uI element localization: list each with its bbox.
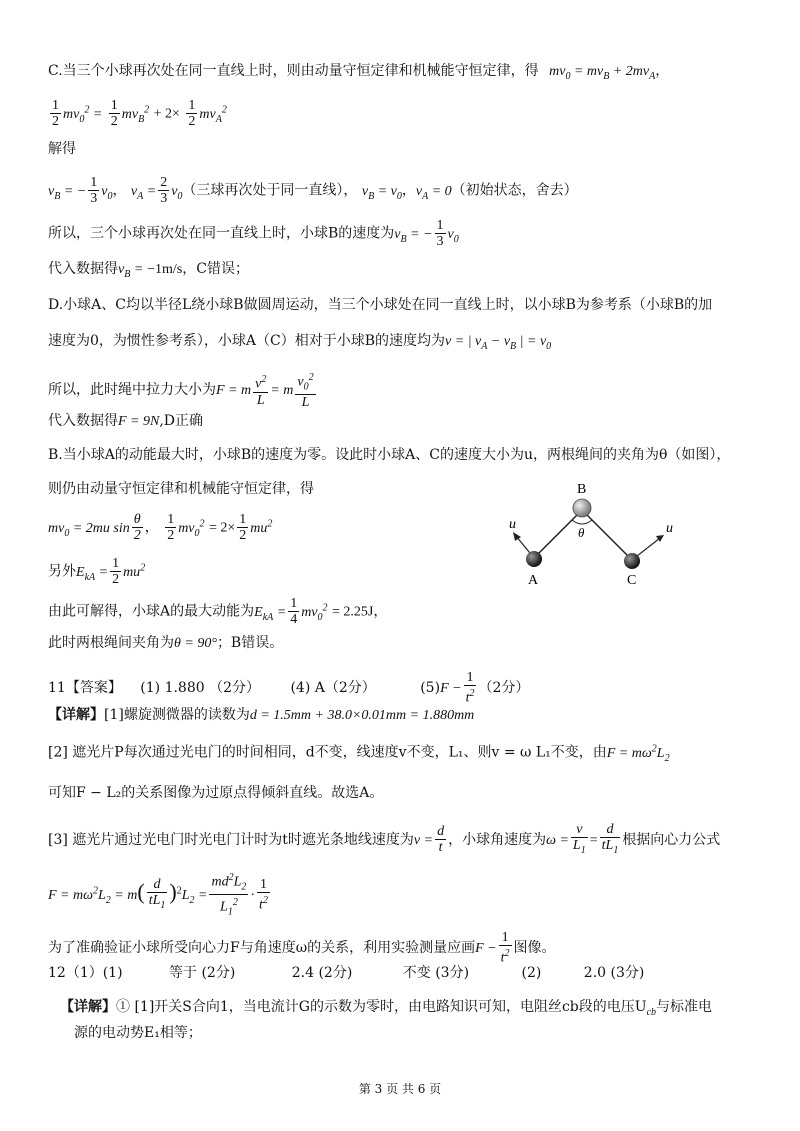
q11-detail-1: 【详解】[1]螺旋测微器的读数为d = 1.5mm + 38.0×0.01mm = 1.880mm	[48, 707, 475, 723]
ball-b	[573, 499, 591, 517]
label-c: C	[627, 573, 637, 588]
angle-arc	[572, 520, 592, 524]
q12-detail-2: 源的电动势E₁相等；	[74, 1025, 202, 1041]
ball-a	[526, 551, 542, 567]
d-tension: 所以，此时绳中拉力大小为F = m $\frac{v^2}{L}$ = m $\frac{v_0^2}{L}$	[48, 372, 314, 411]
three-ball-diagram	[498, 480, 698, 590]
c-intro-line: C.当三个小球再次处在同一直线上时，则由动量守恒定律和机械能守恒定律，得 $mv_0 = mv_B + 2mv_A$，	[48, 63, 670, 82]
d-verdict: 代入数据得F = 9N,D正确	[48, 413, 204, 429]
q11-detail-3b: 为了准确验证小球所受向心力F与角速度ω的关系，利用实验测量应画F − $\frac{1}{t^2}$ 图像。	[48, 930, 556, 966]
label-a: A	[528, 573, 539, 588]
q11-force-eq: $F = m\omega^2L_2 = m$( $\frac{d}{tL_1}$ )$^2L_2$ = $\frac{md^2L_2}{L_1^2}$ · $\frac{1}{t^2}$	[48, 872, 268, 918]
d-line1: D.小球A、C均以半径L绕小球B做圆周运动，当三个小球处在同一直线上时，以小球B为参考系（小球B的加	[48, 297, 713, 313]
label-u-left: u	[509, 517, 516, 532]
b-equations: $mv_0 = 2mu$ sin $\frac{\theta}{2}$ ， $\frac{1}{2}$ $mv_0^2 = 2\times$ $\frac{1}{2}$ $mu^2$	[48, 512, 273, 543]
label-theta: θ	[578, 525, 585, 540]
q11-detail-3: [3] 遮光片通过光电门时光电门计时为t时遮光条地线速度为v = $\frac{d}{t}$ ，小球角速度为ω = $\frac{v}{L_1}$ = $\frac{d}{tL_1}$ 根据向心力公式	[48, 822, 721, 856]
b-line2: 则仍由动量守恒定律和机械能守恒定律，得	[48, 481, 314, 497]
b-other: 另外$E_{kA}$ = $\frac{1}{2}$ $mu^2$	[48, 556, 146, 587]
d-line2: 速度为0，为惯性参考系），小球A（C）相对于小球B的速度均为v = | $v_A - v_B$ | = $v_0$	[48, 333, 552, 352]
q11-detail-2b: 可知F − L₂的关系图像为过原点得倾斜直线。故选A。	[48, 785, 384, 801]
c-result: 所以，三个小球再次处在同一直线上时，小球B的速度为$v_B$ = − $\frac{1}{3}$ $v_0$	[48, 218, 459, 249]
c-energy-eq: $\frac{1}{2}$ $mv_0^2$ = $\frac{1}{2}$ $mv_B^2 + 2\times$ $\frac{1}{2}$ $mv_A^2$	[52, 98, 227, 129]
c-solution: $v_B$ = − $\frac{1}{3}$ $v_0$， $v_A$ = $\frac{2}{3}$ $v_0$（三球再次处于同一直线）， $v_B = v_0$，$v_A = 0$（初始状态，舍去）	[48, 175, 578, 206]
b-line1: B.当小球A的动能最大时，小球B的速度为零。设此时小球A、C的速度大小为u，两根绳间的夹角为θ（如图），	[48, 447, 731, 463]
page-footer: 第 3 页 共 6 页	[358, 1082, 442, 1096]
c-verdict: 代入数据得$v_B = -1m/s$，C错误；	[48, 261, 249, 280]
arrowhead-a	[513, 532, 521, 541]
b-verdict: 此时两根绳间夹角为θ = 90°；B错误。	[48, 635, 284, 651]
rope-left	[534, 510, 582, 558]
rope-right	[582, 510, 632, 560]
label-b: B	[577, 482, 587, 497]
ball-c	[624, 553, 640, 569]
label-u-right: u	[666, 521, 673, 536]
c-solve-label: 解得	[48, 141, 76, 157]
q11-answer-line: 11【答案】 (1) 1.880 （2分） (4) A（2分） (5)F − $\frac{1}{t^2}$ （2分）	[48, 670, 530, 706]
b-ek-result: 由此可解得，小球A的最大动能为$E_{kA}$ = $\frac{1}{4}$ $mv_0^2 = 2.25J$，	[48, 596, 388, 627]
q11-detail-2: [2] 遮光片P每次通过光电门的时间相同，d不变，线速度v不变，L₁、则v = ω L₁不变，由$F = m\omega^2L_2$	[48, 743, 670, 764]
q12-detail-1: 【详解】① [1]开关S合向1，当电流计G的示数为零时，由电路知识可知，电阻丝cb段的电压$U_{cb}$与标准电	[60, 999, 713, 1018]
q12-answer-line: 12（1）(1) 等于 (2分) 2.4 (2分) 不变 (3分) (2) 2.0 (3分)	[48, 965, 645, 981]
